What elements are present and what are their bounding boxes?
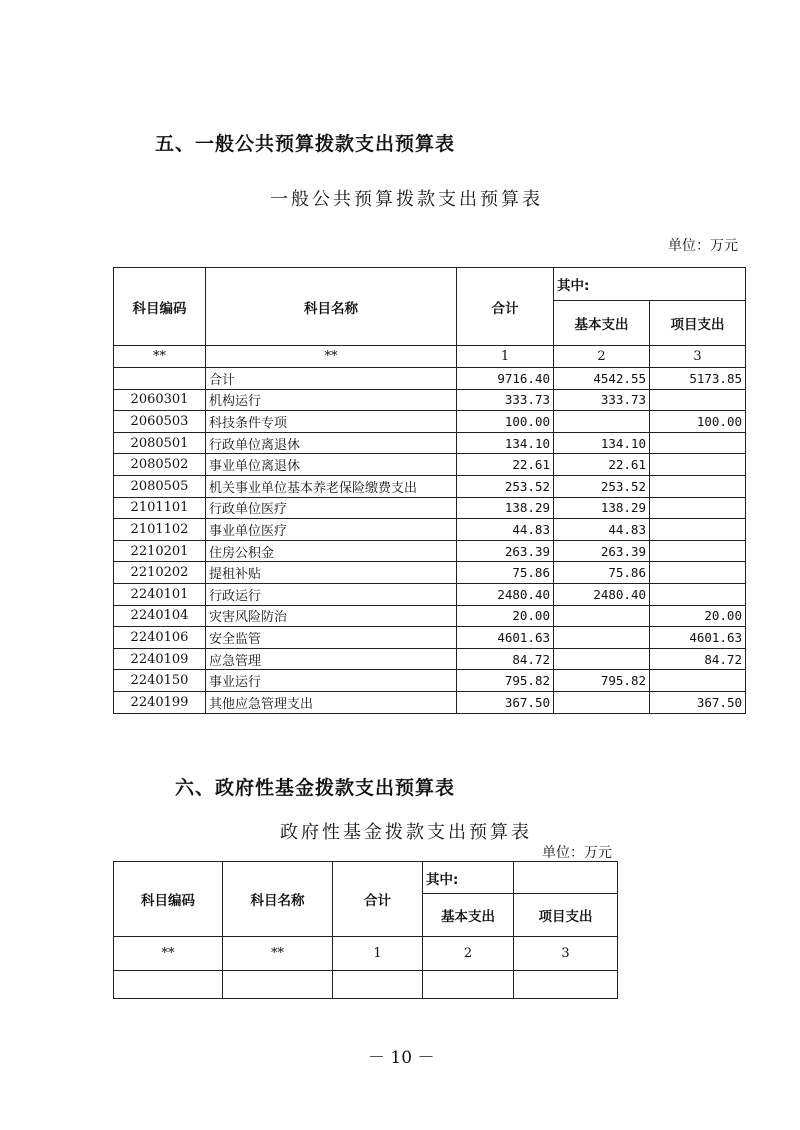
cell-basic: 333.73 <box>554 389 650 411</box>
header-code: 科目编码 <box>114 862 223 937</box>
table-row <box>114 670 746 692</box>
cell-project <box>650 475 746 497</box>
page-number: － 10 － <box>368 1048 435 1068</box>
table-row <box>114 475 746 497</box>
cell-code <box>114 368 206 390</box>
cell-total: 2480.40 <box>457 583 554 605</box>
header-basic: 基本支出 <box>554 301 650 346</box>
header-name: 科目名称 <box>206 268 457 346</box>
cell-project <box>650 389 746 411</box>
cell-total: 138.29 <box>457 497 554 519</box>
table-row <box>114 411 746 433</box>
cell-name: 行政单位离退休 <box>206 432 457 454</box>
cell-code: 2210202 <box>114 562 206 584</box>
cell-basic <box>554 411 650 433</box>
cell-code: 2080505 <box>114 475 206 497</box>
cell-name: 事业单位离退休 <box>206 454 457 476</box>
cell-project <box>650 454 746 476</box>
cell-code: 2240106 <box>114 627 206 649</box>
cell-total: 22.61 <box>457 454 554 476</box>
table-row <box>114 454 746 476</box>
table-row <box>114 519 746 541</box>
cell-name: 事业单位医疗 <box>206 519 457 541</box>
cell-basic: 138.29 <box>554 497 650 519</box>
cell-name: 安全监管 <box>206 627 457 649</box>
cell-code: 2240109 <box>114 648 206 670</box>
index-cell: ** <box>223 937 333 971</box>
cell-name: 提租补贴 <box>206 562 457 584</box>
header-among: 其中: <box>554 268 746 301</box>
cell-basic: 795.82 <box>554 670 650 692</box>
index-cell: 3 <box>514 937 618 971</box>
cell-code: 2080502 <box>114 454 206 476</box>
header-project: 项目支出 <box>514 894 618 937</box>
header-basic: 基本支出 <box>423 894 514 937</box>
cell-code: 2240104 <box>114 605 206 627</box>
cell-name: 其他应急管理支出 <box>206 691 457 713</box>
cell-name: 灾害风险防治 <box>206 605 457 627</box>
cell-name: 行政单位医疗 <box>206 497 457 519</box>
index-row <box>114 346 746 368</box>
cell-total: 367.50 <box>457 691 554 713</box>
cell-total: 795.82 <box>457 670 554 692</box>
cell-basic: 253.52 <box>554 475 650 497</box>
unit-label: 单位：万元 <box>542 845 612 861</box>
table-row <box>114 562 746 584</box>
empty-row <box>114 971 618 999</box>
cell-total: 75.86 <box>457 562 554 584</box>
index-cell: 3 <box>650 346 746 368</box>
table-row <box>114 368 746 390</box>
cell-project <box>650 540 746 562</box>
cell-project: 20.00 <box>650 605 746 627</box>
cell-code: 2101102 <box>114 519 206 541</box>
table-row <box>114 432 746 454</box>
header-code: 科目编码 <box>114 268 206 346</box>
cell-project <box>650 562 746 584</box>
table-row <box>114 540 746 562</box>
general-budget-table <box>113 267 746 714</box>
index-cell: 2 <box>423 937 514 971</box>
table-row <box>114 648 746 670</box>
unit-label: 单位：万元 <box>668 238 738 254</box>
cell-project <box>650 497 746 519</box>
cell-total: 253.52 <box>457 475 554 497</box>
cell-code: 2101101 <box>114 497 206 519</box>
cell-basic: 134.10 <box>554 432 650 454</box>
cell-basic <box>554 605 650 627</box>
cell-code: 2080501 <box>114 432 206 454</box>
cell-basic <box>554 648 650 670</box>
table-row <box>114 627 746 649</box>
cell-basic: 44.83 <box>554 519 650 541</box>
fund-budget-table <box>113 861 618 999</box>
cell-name: 行政运行 <box>206 583 457 605</box>
index-cell: ** <box>206 346 457 368</box>
table-row <box>114 583 746 605</box>
table-title: 一般公共预算拨款支出预算表 <box>270 189 543 210</box>
cell-name: 机构运行 <box>206 389 457 411</box>
cell-total: 84.72 <box>457 648 554 670</box>
cell-name: 住房公积金 <box>206 540 457 562</box>
cell-name: 应急管理 <box>206 648 457 670</box>
cell-project <box>650 432 746 454</box>
header-blank <box>514 862 618 894</box>
cell-name: 机关事业单位基本养老保险缴费支出 <box>206 475 457 497</box>
cell-total: 9716.40 <box>457 368 554 390</box>
cell-total: 263.39 <box>457 540 554 562</box>
cell-basic: 263.39 <box>554 540 650 562</box>
cell-basic <box>554 627 650 649</box>
cell-total: 100.00 <box>457 411 554 433</box>
cell-total: 20.00 <box>457 605 554 627</box>
header-total: 合计 <box>333 862 423 937</box>
cell-code: 2240199 <box>114 691 206 713</box>
cell-name: 合计 <box>206 368 457 390</box>
index-cell: 2 <box>554 346 650 368</box>
cell-project <box>650 670 746 692</box>
section-heading: 六、政府性基金拨款支出预算表 <box>175 777 456 799</box>
cell-total: 134.10 <box>457 432 554 454</box>
header-project: 项目支出 <box>650 301 746 346</box>
cell-project: 100.00 <box>650 411 746 433</box>
cell-project <box>650 519 746 541</box>
header-total: 合计 <box>457 268 554 346</box>
table-row <box>114 389 746 411</box>
cell-total: 44.83 <box>457 519 554 541</box>
table-row <box>114 691 746 713</box>
section-heading: 五、一般公共预算拨款支出预算表 <box>155 133 456 155</box>
index-cell: ** <box>114 346 206 368</box>
cell-code: 2060301 <box>114 389 206 411</box>
index-row <box>114 937 618 971</box>
cell-basic: 4542.55 <box>554 368 650 390</box>
index-cell: ** <box>114 937 223 971</box>
cell-code: 2060503 <box>114 411 206 433</box>
header-among: 其中: <box>423 862 514 894</box>
table-row <box>114 497 746 519</box>
cell-basic: 2480.40 <box>554 583 650 605</box>
table-title: 政府性基金拨款支出预算表 <box>280 822 532 843</box>
cell-basic: 22.61 <box>554 454 650 476</box>
index-cell: 1 <box>457 346 554 368</box>
cell-code: 2210201 <box>114 540 206 562</box>
cell-name: 科技条件专项 <box>206 411 457 433</box>
cell-code: 2240150 <box>114 670 206 692</box>
header-name: 科目名称 <box>223 862 333 937</box>
cell-name: 事业运行 <box>206 670 457 692</box>
cell-project: 5173.85 <box>650 368 746 390</box>
cell-project: 367.50 <box>650 691 746 713</box>
cell-basic: 75.86 <box>554 562 650 584</box>
cell-total: 4601.63 <box>457 627 554 649</box>
index-cell: 1 <box>333 937 423 971</box>
cell-code: 2240101 <box>114 583 206 605</box>
cell-project: 84.72 <box>650 648 746 670</box>
cell-total: 333.73 <box>457 389 554 411</box>
cell-project: 4601.63 <box>650 627 746 649</box>
table-row <box>114 605 746 627</box>
cell-basic <box>554 691 650 713</box>
cell-project <box>650 583 746 605</box>
